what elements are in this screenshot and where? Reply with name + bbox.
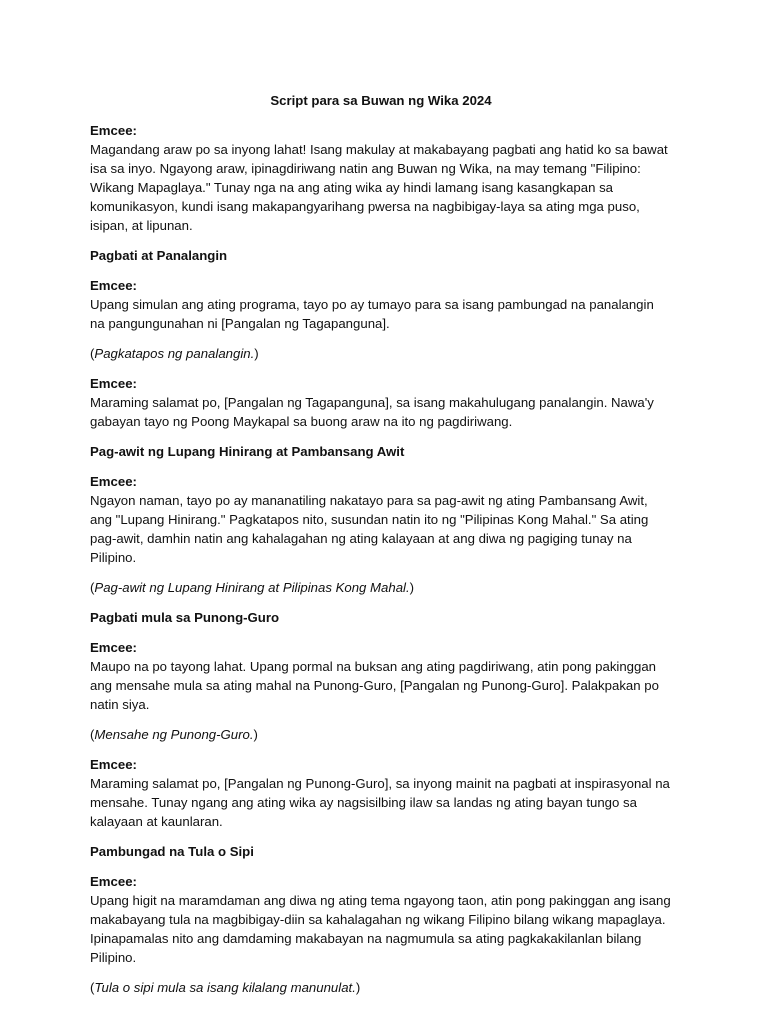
speaker-label: Emcee: (90, 376, 137, 391)
emcee-text: Maraming salamat po, [Pangalan ng Tagapanguna], sa isang makahulugang panalangin. Nawa'y gabayan tayo ng Poong Maykapal sa buong araw na ito ng pagdiriwang. (90, 395, 654, 429)
emcee-block (90, 755, 672, 831)
emcee-text: Maraming salamat po, [Pangalan ng Punong-Guro], sa inyong mainit na pagbati at inspirasyonal na mensahe. Tunay ngang ang ating wika ay nagsisilbing ilaw sa landas ng ating bayan tungo sa kalayaan at kaunlaran. (90, 776, 670, 829)
speaker-label: Emcee: (90, 757, 137, 772)
emcee-block (90, 121, 672, 235)
emcee-block (90, 638, 672, 714)
emcee-block (90, 276, 672, 333)
emcee-text: Maupo na po tayong lahat. Upang pormal na buksan ang ating pagdiriwang, atin pong pakinggan ang mensahe mula sa ating mahal na Punong-Guro, [Pangalan ng Punong-Guro]. Palakpakan po natin siya. (90, 659, 659, 712)
emcee-block (90, 472, 672, 567)
section-heading: Pagbati mula sa Punong-Guro (90, 610, 280, 625)
section-heading: Pambungad na Tula o Sipi (90, 844, 254, 859)
stage-note-text: Pagkatapos ng panalangin. (94, 346, 255, 361)
emcee-text: Upang higit na maramdaman ang diwa ng ating tema ngayong taon, atin pong pakinggan ang isang makabayang tula na magbibigay-diin sa kahalagahan ng wikang Filipino bilang wikang mapaglaya. Ipinapamalas nito ang damdaming makabayan na nagmumula sa ating pagkakakilanlan bilang Pilipino. (90, 893, 671, 965)
document-title: Script para sa Buwan ng Wika 2024 (270, 93, 492, 108)
emcee-text: Upang simulan ang ating programa, tayo po ay tumayo para sa isang pambungad na panalangin na pangungunahan ni [Pangalan ng Tagapanguna]. (90, 297, 654, 331)
speaker-label: Emcee: (90, 874, 137, 889)
stage-note-text: Pag-awit ng Lupang Hinirang at Pilipinas Kong Mahal. (94, 580, 410, 595)
section-heading: Pag-awit ng Lupang Hinirang at Pambansang Awit (90, 444, 405, 459)
stage-note: (Mensahe ng Punong-Guro.) (90, 727, 258, 742)
speaker-label: Emcee: (90, 474, 137, 489)
stage-note: (Pagkatapos ng panalangin.) (90, 346, 259, 361)
section-heading: Pagbati at Panalangin (90, 248, 228, 263)
emcee-block (90, 872, 672, 967)
speaker-label: Emcee: (90, 640, 137, 655)
stage-note: (Pag-awit ng Lupang Hinirang at Pilipinas Kong Mahal.) (90, 580, 415, 595)
stage-note-text: Tula o sipi mula sa isang kilalang manunulat. (94, 980, 356, 995)
emcee-block (90, 374, 672, 431)
speaker-label: Emcee: (90, 123, 137, 138)
stage-note-text: Mensahe ng Punong-Guro. (94, 727, 254, 742)
stage-note: (Tula o sipi mula sa isang kilalang manunulat.) (90, 980, 361, 995)
emcee-text: Magandang araw po sa inyong lahat! Isang makulay at makabayang pagbati ang hatid ko sa bawat isa sa inyo. Ngayong araw, ipinagdiriwang natin ang Buwan ng Wika, na may temang "Filipino: Wikang Mapaglaya." Tunay nga na ang ating wika ay hindi lamang isang kasangkapan sa komunikasyon, kundi isang makapangyarihang pwersa na nagbibigay-laya sa ating mga puso, isipan, at lipunan. (90, 142, 668, 233)
speaker-label: Emcee: (90, 278, 137, 293)
emcee-text: Ngayon naman, tayo po ay mananatiling nakatayo para sa pag-awit ng ating Pambansang Awit, ang "Lupang Hinirang." Pagkatapos nito, susundan natin ito ng "Pilipinas Kong Mahal." Sa ating pag-awit, damhin natin ang kahalagahan ng ating kalayaan at ang diwa ng pagiging tunay na Pilipino. (90, 493, 649, 565)
